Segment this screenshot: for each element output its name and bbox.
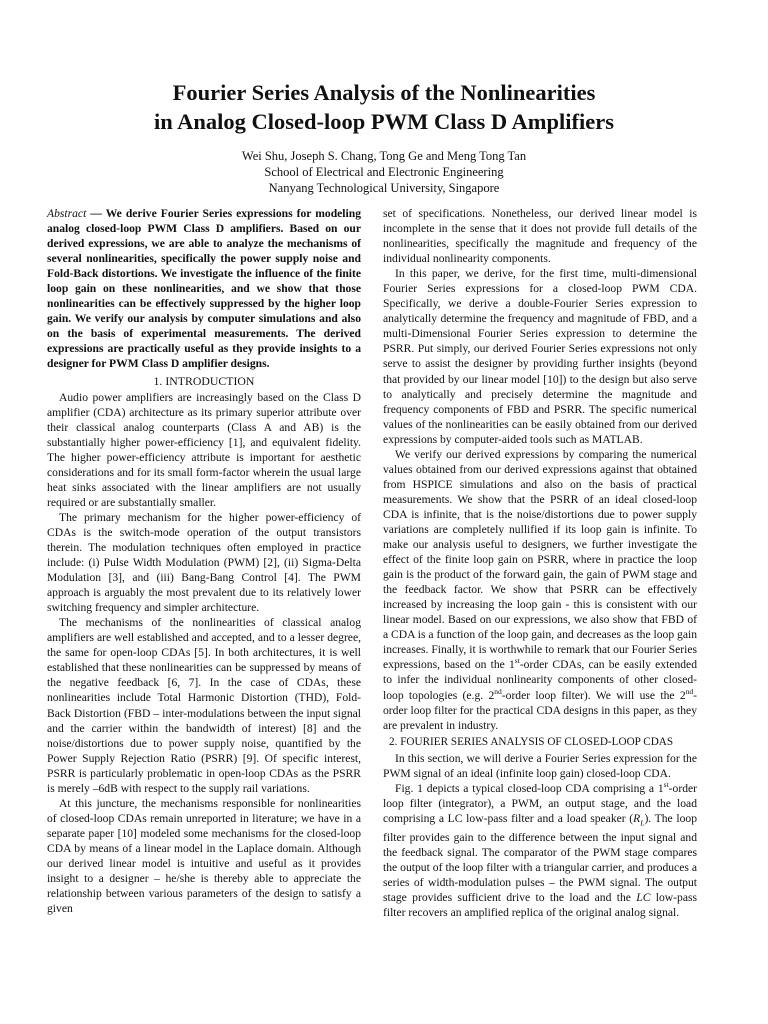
lc-symbol: LC: [636, 891, 651, 905]
intro-paragraph-5: In this paper, we derive, for the first time, multi-dimensional Fourier Series expressions for a closed-loop PWM CDA. Specifically, we derive a double-Fourier Series expression to analytically determine the frequency and magnitude of FBD, and a multi-Dimensional Fourier Series expression to determine the PSRR. Put simply, our derived Fourier Series expressions not only serve to assist the designer by providing further insights (beyond that provided by our linear model [10]) to the design but also serve to analytically and precisely determine the magnitude and frequency components of FBD and PSRR. The specific numerical values of the nonlinearities can be easily obtained from our derived expressions by computer-aided tools such as MATLAB.: [383, 267, 697, 446]
right-column: [383, 206, 697, 920]
intro-paragraph-6: [383, 447, 697, 733]
author-block: [0, 148, 768, 196]
intro-paragraph-2: The primary mechanism for the higher power-efficiency of CDAs is the switch-mode operation of the output transistors therein. The modulation techniques often employed in practice include: (i) Pulse Width Modulation (PWM) [2], (ii) Sigma-Delta Modulation [3], and (iii) Bang-Bang Control [4]. The PWM approach is arguably the most prevalent due to its relatively lower switching frequency and simpler architecture.: [47, 510, 361, 615]
load-subscript: L: [640, 818, 645, 828]
superscript: nd: [685, 686, 694, 696]
paper-title: [0, 78, 768, 136]
section-2-paragraph-1: In this section, we will derive a Fourier Series expression for the PWM signal of an ideal (infinite loop gain) closed-loop CDA.: [383, 751, 697, 780]
text-run: -order loop filter (integrator), a PWM, an output stage, and the load comprising a LC low-pass filter and a load speaker (: [383, 781, 697, 825]
affiliation-university: Nanyang Technological University, Singapore: [268, 181, 500, 195]
superscript: st: [514, 656, 520, 666]
section-2-paragraph-2: [383, 781, 697, 921]
text-run: -order loop filter). We will use the 2: [501, 688, 686, 702]
section-2-heading: 2. FOURIER SERIES ANALYSIS OF CLOSED-LOOP CDAS: [389, 735, 674, 748]
text-run: -order loop filter for the practical CDA designs in this paper, as they are prevalent in industry.: [383, 688, 698, 732]
abstract-lead: Abstract: [47, 207, 87, 220]
intro-paragraph-4: At this juncture, the mechanisms responsible for nonlinearities of closed-loop CDAs remain unreported in literature; we have in a separate paper [10] modeled some mechanisms for the closed-loop CDA by means of a linear model in the Laplace domain. Although our derived linear model is intuitive and useful as it provides insight to a designer – he/she is thereby able to appreciate the relationship between various parameters of the design to satisfy a given: [47, 796, 361, 916]
intro-paragraph-1: Audio power amplifiers are increasingly based on the Class D amplifier (CDA) architecture as its primary superior attribute over their classical analog counterparts (Class A and AB) is the substantially higher power-efficiency [1], and equivalent fidelity. The higher power-efficiency attribute is important for aesthetic considerations and for its small form-factor wherein the usual large heat sinks associated with the linear amplifiers are not usually required or are substantially smaller.: [47, 390, 361, 509]
intro-paragraph-4-cont: set of specifications. Nonetheless, our derived linear model is incomplete in the sense that it does not provide full details of the nonlinearities, specifically the magnitude and frequency of the individual nonlinearity components.: [383, 207, 697, 266]
title-line-2: in Analog Closed-loop PWM Class D Amplifiers: [153, 109, 615, 134]
affiliation-school: School of Electrical and Electronic Engineering: [264, 165, 504, 179]
superscript: nd: [494, 686, 502, 696]
text-run: Fig. 1 depicts a typical closed-loop CDA comprising a 1: [395, 781, 664, 795]
section-1-heading: 1. INTRODUCTION: [153, 373, 255, 388]
text-run: -order CDAs, can be easily extended to infer the individual nonlinearity components of other closed-loop topologies (e.g. 2: [383, 658, 697, 702]
abstract-text: — We derive Fourier Series expressions for modeling analog closed-loop PWM Class D amplifiers. Based on our derived expressions, we are able to analyze the mechanisms of several nonlinearities, specifically the power supply noise and Fold-Back distortions. We investigate the influence of the finite loop gain on these nonlinearities, and we show that those nonlinearities can be effectively suppressed by the higher loop gain. We verify our analysis by computer simulations and also on the basis of experimental measurements. The derived expressions are practically useful as they provide insights to a designer for PWM Class D amplifier designs.: [47, 207, 361, 371]
text-run: low-pass filter recovers an amplified replica of the original analog signal.: [383, 891, 697, 920]
text-run: ). The loop filter provides gain to the difference between the input signal and the feedback signal. The comparator of the PWM stage compares the output of the loop filter with a triangular carrier, and produces a series of width-modulation pulses – the PWM signal. The output stage provides sufficient drive to the load and the: [383, 811, 697, 905]
load-symbol: R: [633, 811, 641, 825]
intro-paragraph-3: The mechanisms of the nonlinearities of classical analog amplifiers are well established and accepted, and to a lesser degree, the same for open-loop CDAs [5]. In both architectures, it is well established that these nonlinearities can be suppressed by means of the negative feedback [6, 7]. In the case of CDAs, these nonlinearities include Total Harmonic Distortion (THD), Fold-Back Distortion (FBD – inter-modulations between the input signal and the carrier within the bandwidth of interest) [8] and the noise/distortions due to power supply noise, quantified by the Power Supply Rejection Ratio (PSRR) [9]. Of specific interest, PSRR is particularly problematic in open-loop CDAs as the PSRR is merely –6dB with respect to the supply rail variations.: [47, 616, 361, 795]
text-run: We verify our derived expressions by comparing the numerical values obtained from our derived expressions against that obtained from HSPICE simulations and also on the basis of practical measurements. We show that the PSRR of an ideal closed-loop CDA is infinite, that is the noise/distortions due to power supply variations are completely nullified if its loop gain is infinite. To make our analysis useful to designers, we further investigate the effect of the finite loop gain on PSRR, where in practice the loop gain is the product of the forward gain, the gain of PWM stage and the feedback factor. We show that PSRR can be effectively increased by increasing the loop gain - this is consistent with our linear model. Based on our expressions, we also show that FBD of a CDA is a function of the loop gain, and decreases as the loop gain increases. Finally, it is worthwhile to remark that our Fourier Series expressions, based on the 1: [383, 447, 697, 672]
author-names: Wei Shu, Joseph S. Chang, Tong Ge and Meng Tong Tan: [241, 149, 527, 163]
superscript: st: [663, 779, 669, 789]
title-line-1: Fourier Series Analysis of the Nonlinearities: [172, 80, 596, 105]
abstract: [47, 206, 361, 372]
left-column: [47, 206, 361, 916]
